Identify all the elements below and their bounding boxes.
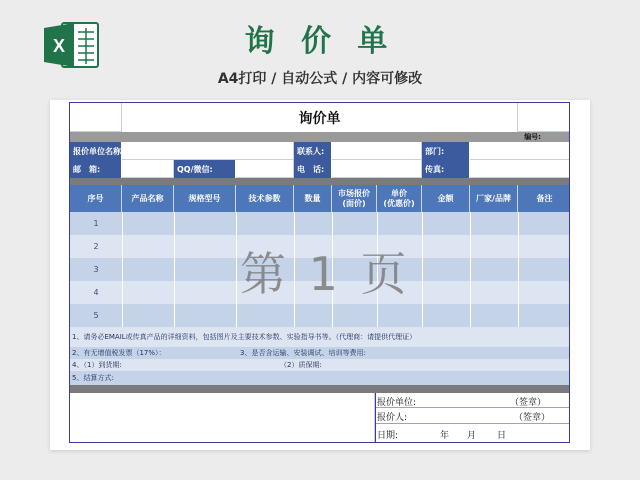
row-index: 1 [93, 219, 99, 228]
date-label: 日期: [377, 431, 399, 441]
email-field[interactable] [122, 160, 174, 178]
blank-cell[interactable] [70, 103, 122, 132]
quoter-seal: （签章） [514, 413, 551, 423]
column-divider [122, 212, 123, 327]
note-delivery: 4、（1）到货期: [72, 361, 122, 369]
col-header-brand: 厂家/品牌 [470, 185, 518, 212]
quoter-label: 报价人: [377, 413, 408, 423]
col-header-tech-params: 技术参数 [236, 185, 294, 212]
fax-label: 传真: [422, 160, 470, 178]
company-name-field[interactable] [122, 142, 294, 160]
column-divider [174, 212, 175, 327]
quote-company-seal: （签章） [510, 398, 547, 408]
separator-band [70, 178, 570, 185]
col-header-index: 序号 [70, 185, 122, 212]
note-invoice: 2、有无增值税发票（17%）： [72, 349, 166, 357]
note-shipping: 3、是否含运输、安装调试、培训等费用: [240, 349, 366, 357]
col-header-remark: 备注 [518, 185, 570, 212]
col-header-market-price: 市场报价 (面价) [332, 185, 377, 212]
email-label: 邮 箱: [70, 160, 122, 178]
department-label: 部门: [422, 142, 470, 160]
row-index: 5 [93, 311, 99, 320]
page-watermark: 第 1 页 [240, 247, 411, 301]
signature-blank-area[interactable] [70, 393, 375, 443]
form-title[interactable]: 询价单 [122, 103, 518, 132]
contact-field[interactable] [332, 142, 422, 160]
note-line-1[interactable]: 1、请务必EMAIL或传真产品的详细资料，包括图片及主要技术参数、实验指导书等。（代理商：请提供代理证） [70, 327, 570, 347]
col-header-amount: 金额 [422, 185, 470, 212]
note-warranty: （2）质保期: [280, 361, 322, 369]
col-header-unit-price: 单价 (优惠价) [377, 185, 422, 212]
date-month: 月 [467, 431, 477, 441]
quote-company-label: 报价单位: [377, 398, 417, 408]
signature-row-line [376, 423, 570, 424]
note-line-3[interactable] [70, 359, 570, 371]
column-divider [470, 212, 471, 327]
excel-logo-letter: X [52, 36, 66, 56]
table-row[interactable] [70, 304, 570, 327]
qq-wechat-field[interactable] [236, 160, 294, 178]
number-label: 编号: [70, 132, 570, 142]
note-line-2[interactable] [70, 347, 570, 359]
date-day: 日 [497, 431, 507, 441]
note-line-4[interactable]: 5、结算方式: [70, 371, 570, 385]
col-header-quantity: 数量 [294, 185, 332, 212]
fax-field[interactable] [470, 160, 570, 178]
date-year: 年 [440, 431, 450, 441]
blank-cell[interactable] [518, 103, 570, 132]
inquiry-form [69, 102, 570, 443]
page-subtitle: A4打印 / 自动公式 / 内容可修改 [217, 71, 423, 87]
department-field[interactable] [470, 142, 570, 160]
table-row[interactable] [70, 212, 570, 235]
column-divider [422, 212, 423, 327]
row-index: 3 [93, 265, 99, 274]
page-title: 询 价 单 [244, 24, 396, 59]
signature-divider [375, 393, 376, 443]
company-name-label: 报价单位名称 [70, 142, 122, 160]
column-divider [518, 212, 519, 327]
col-header-spec-model: 规格型号 [174, 185, 236, 212]
separator-band [70, 385, 570, 393]
spreadsheet-sheet [50, 100, 590, 450]
phone-field[interactable] [332, 160, 422, 178]
col-header-product-name: 产品名称 [122, 185, 174, 212]
row-index: 4 [93, 288, 99, 297]
phone-label: 电 话: [294, 160, 332, 178]
contact-label: 联系人: [294, 142, 332, 160]
column-divider [236, 212, 237, 327]
qq-wechat-label: QQ/微信: [174, 160, 236, 178]
row-index: 2 [93, 242, 99, 251]
